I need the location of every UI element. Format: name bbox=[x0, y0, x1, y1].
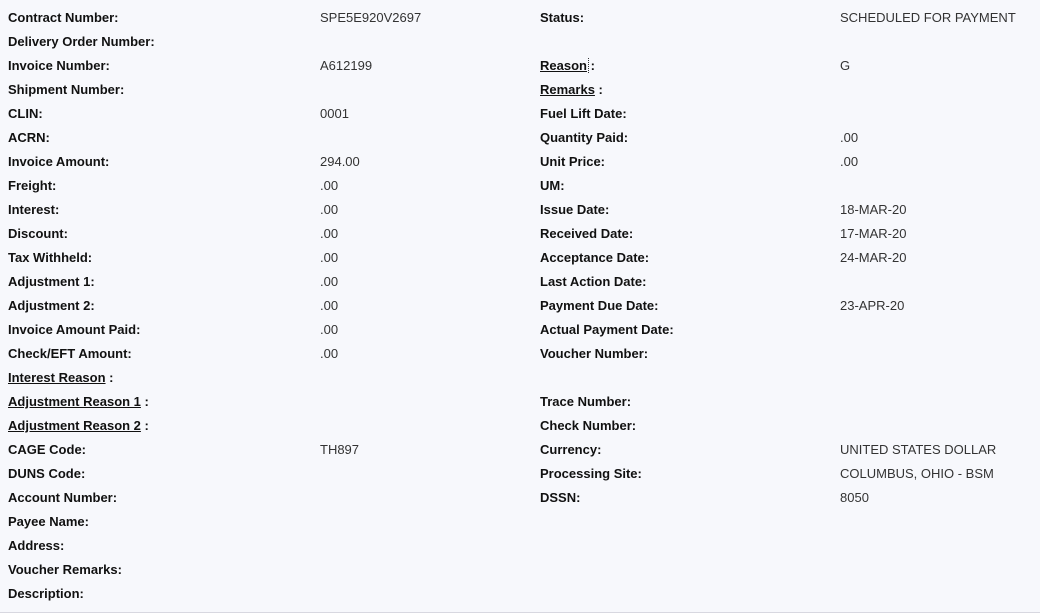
field-label-text: ACRN: bbox=[8, 130, 50, 145]
detail-row bbox=[0, 561, 1040, 585]
field-label-text: Issue Date: bbox=[540, 202, 610, 217]
field-label-text: Check/EFT Amount: bbox=[8, 346, 132, 361]
field-value-left: .00 bbox=[320, 202, 339, 217]
field-label-text: CAGE Code: bbox=[8, 442, 86, 457]
field-label-text: Unit Price: bbox=[540, 154, 606, 169]
field-label-link[interactable]: Adjustment Reason 1 bbox=[8, 394, 141, 409]
field-label-text: Status: bbox=[540, 10, 585, 25]
field-label-text: Quantity Paid: bbox=[540, 130, 629, 145]
detail-row bbox=[0, 345, 1040, 369]
label-colon: : bbox=[594, 82, 603, 97]
field-label-text: Fuel Lift Date: bbox=[540, 106, 627, 121]
detail-row bbox=[0, 129, 1040, 153]
field-label-left bbox=[0, 393, 320, 410]
field-value-right: COLUMBUS, OHIO - BSM bbox=[840, 466, 994, 481]
field-label-text: Received Date: bbox=[540, 226, 634, 241]
field-label-text: Voucher Number: bbox=[540, 346, 649, 361]
field-label-text: Invoice Amount: bbox=[8, 154, 110, 169]
field-label-left bbox=[0, 345, 320, 362]
field-value-left: .00 bbox=[320, 274, 339, 289]
field-label-link[interactable]: Interest Reason bbox=[8, 370, 106, 385]
field-label-left bbox=[0, 489, 320, 506]
field-label-text: Trace Number: bbox=[540, 394, 632, 409]
field-value-left: .00 bbox=[320, 178, 339, 193]
field-label-link[interactable]: Adjustment Reason 2 bbox=[8, 418, 141, 433]
field-value-right: 24-MAR-20 bbox=[840, 250, 907, 265]
field-label-left bbox=[0, 417, 320, 434]
field-label-text: Invoice Amount Paid: bbox=[8, 322, 141, 337]
field-label-text: Shipment Number: bbox=[8, 82, 125, 97]
label-colon: : bbox=[586, 58, 595, 73]
field-value-left: .00 bbox=[320, 250, 339, 265]
detail-row bbox=[0, 489, 1040, 513]
field-label-left bbox=[0, 81, 320, 98]
field-label-text: Freight: bbox=[8, 178, 57, 193]
field-value-right: 18-MAR-20 bbox=[840, 202, 907, 217]
field-label-right bbox=[540, 201, 840, 218]
field-label-text: Contract Number: bbox=[8, 10, 119, 25]
detail-row bbox=[0, 393, 1040, 417]
field-label-left bbox=[0, 105, 320, 122]
field-label-text: Last Action Date: bbox=[540, 274, 647, 289]
field-label-left bbox=[0, 513, 320, 530]
field-label-text: DUNS Code: bbox=[8, 466, 86, 481]
field-label-left bbox=[0, 585, 320, 602]
field-value-left: .00 bbox=[320, 298, 339, 313]
field-label-right bbox=[540, 345, 840, 362]
field-label-right bbox=[540, 465, 840, 482]
field-value-left: .00 bbox=[320, 226, 339, 241]
field-value-left: .00 bbox=[320, 346, 339, 361]
detail-row bbox=[0, 321, 1040, 345]
field-label-right bbox=[540, 9, 840, 26]
field-value-right: .00 bbox=[840, 130, 859, 145]
field-label-text: Voucher Remarks: bbox=[8, 562, 122, 577]
field-label-text: Tax Withheld: bbox=[8, 250, 93, 265]
field-label-left bbox=[0, 153, 320, 170]
field-label-right bbox=[540, 321, 840, 338]
detail-row bbox=[0, 249, 1040, 273]
field-label-text: Adjustment 2: bbox=[8, 298, 95, 313]
detail-row bbox=[0, 273, 1040, 297]
detail-row bbox=[0, 33, 1040, 57]
label-colon: : bbox=[140, 418, 149, 433]
field-label-text: Currency: bbox=[540, 442, 602, 457]
detail-row bbox=[0, 9, 1040, 33]
field-value-right: 23-APR-20 bbox=[840, 298, 905, 313]
field-label-left bbox=[0, 57, 320, 74]
field-value-right: 17-MAR-20 bbox=[840, 226, 907, 241]
field-value-left: TH897 bbox=[320, 442, 360, 457]
field-value-left: .00 bbox=[320, 322, 339, 337]
label-colon: : bbox=[105, 370, 114, 385]
field-value-right: 8050 bbox=[840, 490, 869, 505]
field-label-text: UM: bbox=[540, 178, 565, 193]
detail-row bbox=[0, 513, 1040, 537]
field-label-right bbox=[540, 129, 840, 146]
detail-row bbox=[0, 297, 1040, 321]
field-label-text: Actual Payment Date: bbox=[540, 322, 674, 337]
field-label-left bbox=[0, 249, 320, 266]
field-label-text: Check Number: bbox=[540, 418, 637, 433]
field-label-right bbox=[540, 153, 840, 170]
detail-row bbox=[0, 177, 1040, 201]
field-label-left bbox=[0, 273, 320, 290]
field-label-link[interactable]: Reason bbox=[540, 58, 587, 73]
field-label-right bbox=[540, 57, 840, 74]
field-value-left: 0001 bbox=[320, 106, 349, 121]
field-label-text: DSSN: bbox=[540, 490, 581, 505]
field-label-text: Invoice Number: bbox=[8, 58, 110, 73]
field-label-right bbox=[540, 249, 840, 266]
field-label-text: CLIN: bbox=[8, 106, 43, 121]
field-label-left bbox=[0, 9, 320, 26]
field-label-text: Discount: bbox=[8, 226, 68, 241]
field-label-link[interactable]: Remarks bbox=[540, 82, 595, 97]
field-label-right bbox=[540, 489, 840, 506]
field-label-text: Delivery Order Number: bbox=[8, 34, 155, 49]
field-label-left bbox=[0, 465, 320, 482]
field-label-left bbox=[0, 321, 320, 338]
field-value-left: A612199 bbox=[320, 58, 373, 73]
field-label-left bbox=[0, 441, 320, 458]
detail-row bbox=[0, 441, 1040, 465]
field-value-right: .00 bbox=[840, 154, 859, 169]
field-value-right: SCHEDULED FOR PAYMENT bbox=[840, 10, 1016, 25]
invoice-detail-grid bbox=[0, 9, 1040, 609]
field-label-right bbox=[540, 105, 840, 122]
field-label-text: Payee Name: bbox=[8, 514, 89, 529]
field-label-left bbox=[0, 225, 320, 242]
detail-row bbox=[0, 417, 1040, 441]
field-label-text: Acceptance Date: bbox=[540, 250, 650, 265]
label-colon: : bbox=[140, 394, 149, 409]
field-label-text: Description: bbox=[8, 586, 84, 601]
field-label-left bbox=[0, 177, 320, 194]
field-label-right bbox=[540, 441, 840, 458]
detail-row bbox=[0, 105, 1040, 129]
field-label-right bbox=[540, 417, 840, 434]
field-label-left bbox=[0, 297, 320, 314]
detail-row bbox=[0, 585, 1040, 609]
field-label-left bbox=[0, 561, 320, 578]
field-label-text: Processing Site: bbox=[540, 466, 642, 481]
field-value-right: UNITED STATES DOLLAR bbox=[840, 442, 997, 457]
detail-row bbox=[0, 465, 1040, 489]
field-label-right bbox=[540, 297, 840, 314]
detail-row bbox=[0, 537, 1040, 561]
detail-row bbox=[0, 225, 1040, 249]
field-label-text: Interest: bbox=[8, 202, 60, 217]
detail-row bbox=[0, 81, 1040, 105]
field-label-left bbox=[0, 33, 320, 50]
detail-row bbox=[0, 369, 1040, 393]
field-label-left bbox=[0, 201, 320, 218]
detail-row bbox=[0, 201, 1040, 225]
field-label-text: Account Number: bbox=[8, 490, 118, 505]
field-label-left bbox=[0, 129, 320, 146]
field-label-right bbox=[540, 393, 840, 410]
field-label-text: Adjustment 1: bbox=[8, 274, 95, 289]
field-label-text: Payment Due Date: bbox=[540, 298, 659, 313]
field-label-text: Address: bbox=[8, 538, 65, 553]
field-label-left bbox=[0, 537, 320, 554]
field-value-left: 294.00 bbox=[320, 154, 360, 169]
field-label-right bbox=[540, 273, 840, 290]
field-label-right bbox=[540, 177, 840, 194]
detail-row bbox=[0, 153, 1040, 177]
detail-row bbox=[0, 57, 1040, 81]
field-label-right bbox=[540, 225, 840, 242]
field-value-right: G bbox=[840, 58, 851, 73]
field-value-left: SPE5E920V2697 bbox=[320, 10, 422, 25]
field-label-right bbox=[540, 81, 840, 98]
field-label-left bbox=[0, 369, 320, 386]
